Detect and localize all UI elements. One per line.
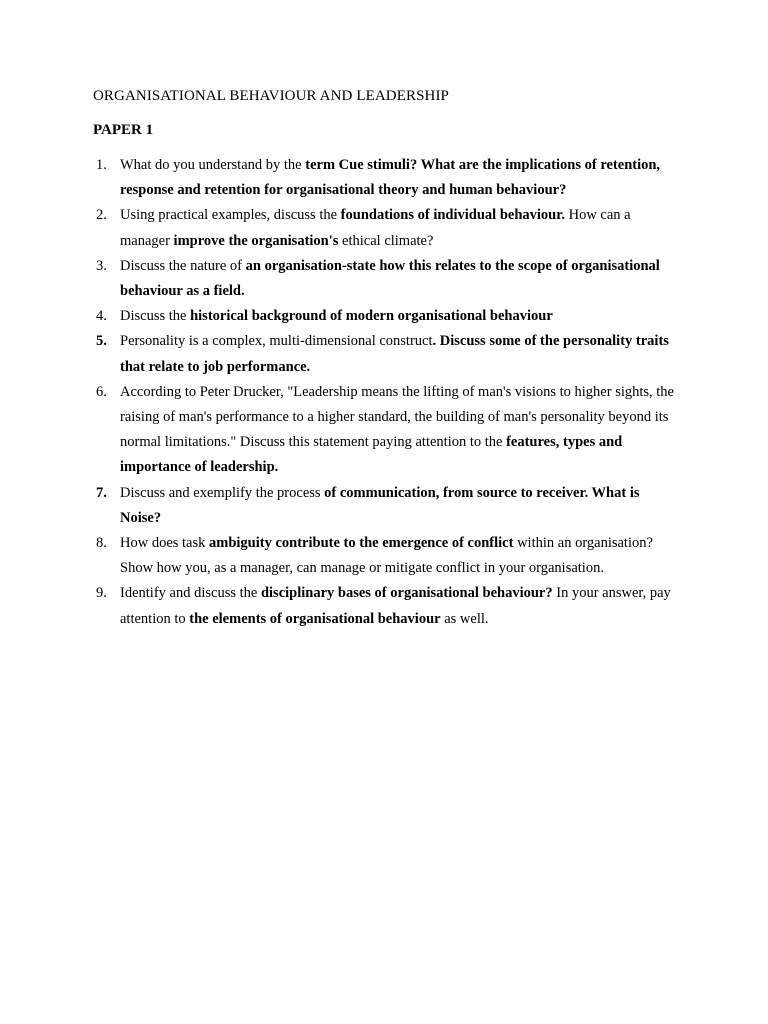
question-text — [120, 384, 674, 476]
question-bold-segment: foundations of individual behaviour. — [340, 207, 565, 224]
question-item — [93, 203, 678, 253]
question-text-segment: as well. — [440, 610, 489, 627]
question-text — [120, 333, 669, 374]
question-number: 2. — [96, 207, 107, 224]
question-number: 4. — [96, 308, 107, 325]
question-number: 9. — [96, 585, 107, 602]
question-text-segment: Discuss the — [120, 308, 191, 325]
question-list — [93, 153, 678, 632]
question-item — [93, 304, 678, 329]
question-number: 3. — [96, 257, 107, 274]
question-bold-segment: improve the organisation's — [173, 232, 339, 249]
question-text-segment: What do you understand by the — [120, 157, 306, 173]
question-item — [93, 581, 678, 631]
question-number: 7. — [96, 484, 107, 501]
question-item — [93, 531, 678, 581]
question-item — [93, 153, 678, 203]
question-text — [120, 207, 631, 248]
question-text-segment: Discuss the nature of — [120, 257, 246, 274]
question-number: 6. — [96, 383, 107, 400]
question-bold-segment: the elements of organisational behaviour — [189, 610, 441, 627]
question-text-segment: In your answer, pay attention to — [120, 585, 671, 627]
question-bold-segment: features, types and importance of leadership. — [120, 434, 623, 476]
question-bold-segment: of communication, from source to receiver. What is Noise? — [120, 484, 640, 526]
document-title: ORGANISATIONAL BEHAVIOUR AND LEADERSHIP — [93, 88, 449, 104]
question-item — [93, 380, 678, 481]
question-text-segment: How can a manager — [120, 207, 631, 249]
question-text — [120, 485, 640, 526]
question-text-segment: Personality is a complex, multi-dimensional construct — [120, 333, 433, 350]
question-bold-segment: . Discuss some of the personality traits that relate to job performance. — [120, 333, 669, 375]
question-bold-segment: an organisation-state how this relates to the scope of organisational behaviour as a field. — [120, 257, 660, 300]
question-bold-segment: historical background of modern organisational behaviour — [190, 308, 553, 325]
question-bold-segment: disciplinary bases of organisational behaviour? — [260, 585, 553, 602]
question-number: 8. — [96, 535, 107, 552]
question-number: 1. — [96, 157, 107, 173]
question-item — [93, 481, 678, 531]
question-text — [120, 585, 671, 626]
paper-heading: PAPER 1 — [93, 122, 154, 138]
question-number: 5. — [96, 333, 107, 350]
question-bold-segment: ambiguity contribute to the emergence of conflict — [209, 535, 514, 552]
question-text-segment: Discuss and exemplify the process — [120, 484, 325, 501]
question-text-segment: According to Peter Drucker, "Leadership means the lifting of man's visions to higher sights, the raising of man's performance to a higher standard, the building of man's personality beyond its normal limitations." Discuss this statement paying attention to the — [120, 383, 674, 451]
question-text-segment: ethical climate? — [338, 232, 434, 249]
question-text-segment: within an organisation? Show how you, as a manager, can manage or mitigate conflict in your organisation. — [120, 535, 653, 577]
question-text — [120, 157, 660, 198]
question-item — [93, 329, 678, 379]
question-item — [93, 254, 678, 304]
question-text-segment: How does task — [120, 535, 210, 552]
question-bold-segment: term Cue stimuli? What are the implications of retention, response and retention for organisational theory and human behaviour? — [120, 157, 661, 199]
question-text-segment: Using practical examples, discuss the — [120, 207, 341, 224]
question-text — [120, 535, 653, 576]
question-text-segment: Identify and discuss the — [120, 585, 261, 602]
question-text — [120, 258, 660, 299]
question-text — [120, 308, 553, 324]
